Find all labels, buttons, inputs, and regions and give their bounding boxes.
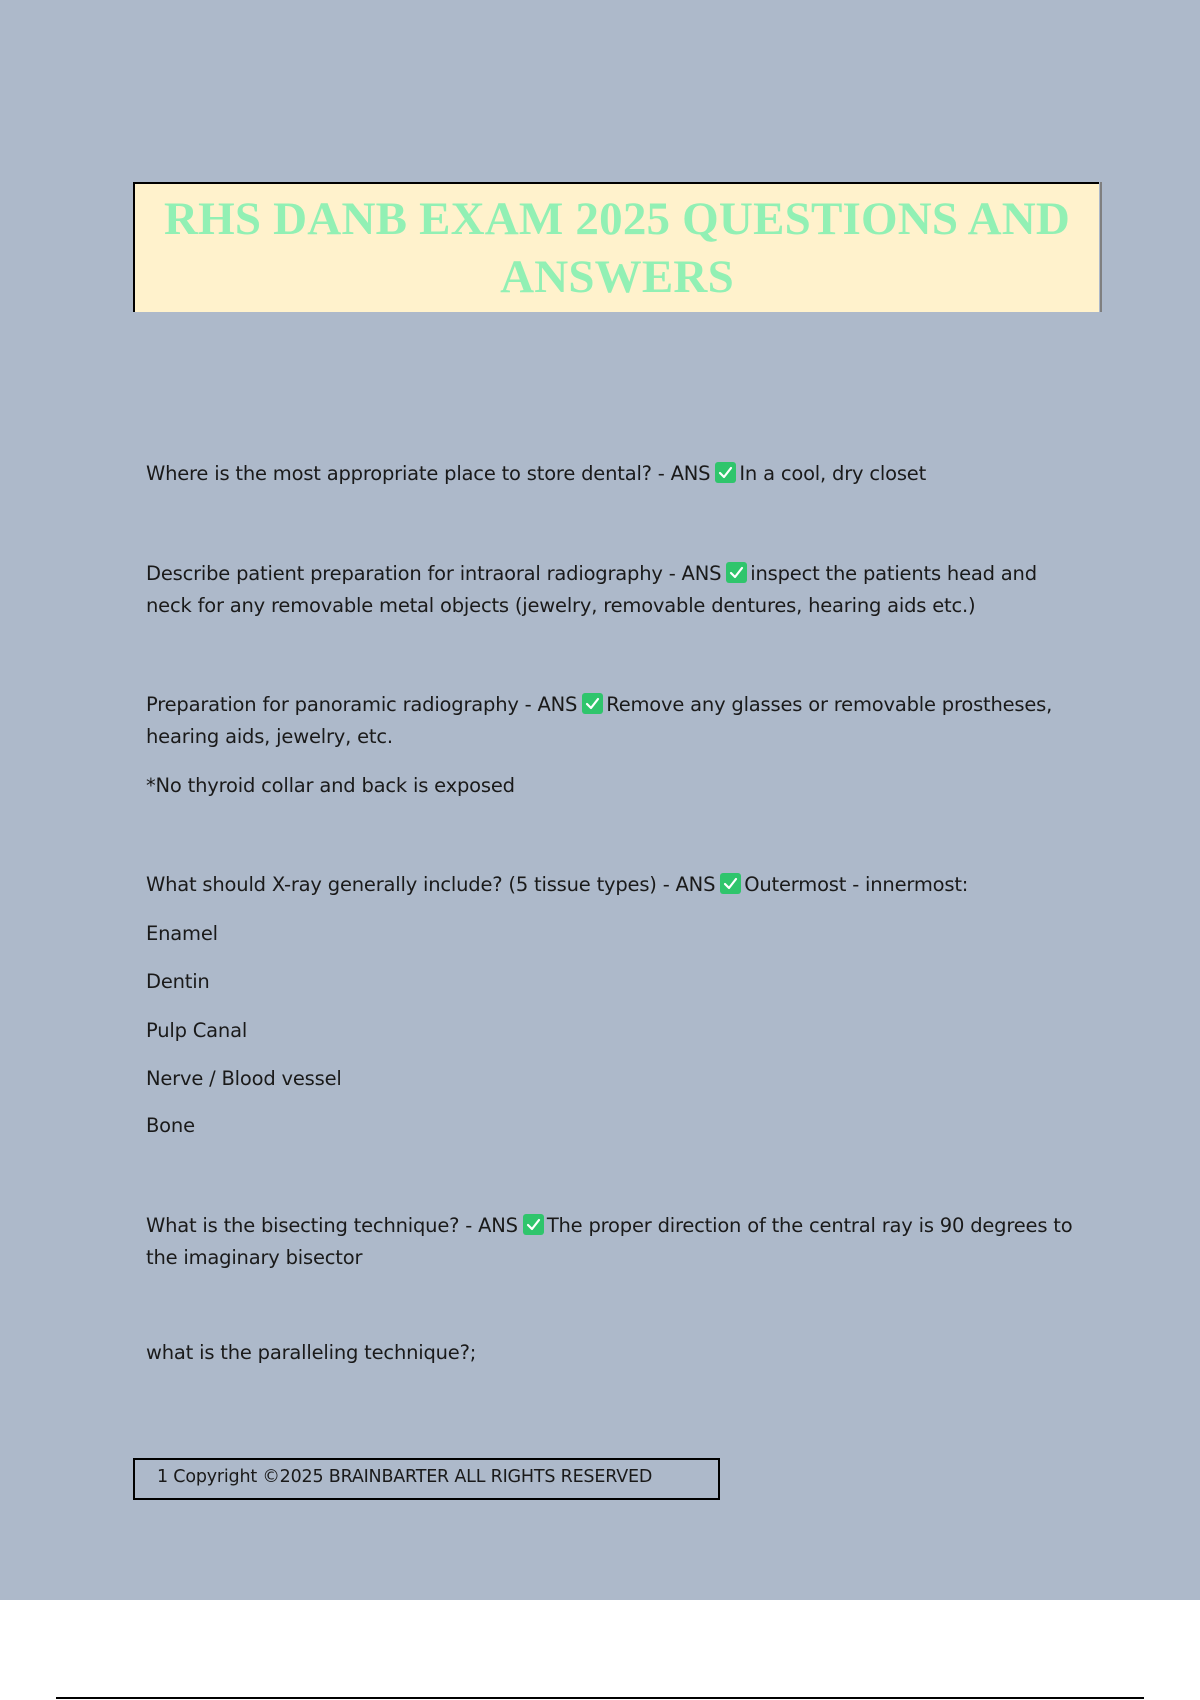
qa-item-5-text	[146, 1210, 1086, 1274]
qa-item-6	[146, 1337, 1086, 1369]
tissue-list-item: Pulp Canal	[146, 1019, 248, 1042]
check-mark-icon	[582, 693, 603, 714]
check-mark-icon	[720, 873, 741, 894]
qa-item-2	[146, 558, 1086, 622]
copyright-footer	[133, 1458, 720, 1500]
qa-item-1-text	[146, 458, 1086, 490]
bottom-divider	[56, 1697, 1144, 1699]
answer-text: Outermost - innermost:	[744, 873, 969, 896]
copyright-text: 1 Copyright ©2025 BRAINBARTER ALL RIGHTS RESERVED	[157, 1467, 653, 1487]
check-mark-icon	[523, 1214, 544, 1235]
qa-item-2-text	[146, 558, 1086, 622]
check-mark-icon	[726, 562, 747, 583]
tissue-list-item: Bone	[146, 1114, 195, 1137]
qa-item-4-text	[146, 869, 1086, 901]
question-text: What should X-ray generally include? (5 tissue types) - ANS	[146, 873, 716, 896]
check-mark-icon	[715, 462, 736, 483]
answer-text: inspect the patients head and neck for any removable metal objects (jewelry, removable dentures, hearing aids etc.)	[146, 562, 1037, 617]
question-text: what is the paralleling technique?;	[146, 1341, 477, 1364]
qa-item-3-note: *No thyroid collar and back is exposed	[146, 774, 515, 797]
qa-item-4	[146, 869, 1086, 901]
question-text: Describe patient preparation for intraoral radiography - ANS	[146, 562, 722, 585]
answer-text: Remove any glasses or removable prostheses, hearing aids, jewelry, etc.	[146, 693, 1053, 748]
question-text: Where is the most appropriate place to store dental? - ANS	[146, 462, 711, 485]
tissue-list-item: Dentin	[146, 970, 210, 993]
qa-item-1	[146, 458, 1086, 490]
answer-text: In a cool, dry closet	[739, 462, 927, 485]
tissue-list-item: Enamel	[146, 922, 218, 945]
qa-item-3	[146, 689, 1086, 753]
document-title: RHS DANB EXAM 2025 QUESTIONS AND ANSWERS	[163, 193, 1071, 303]
question-text: What is the bisecting technique? - ANS	[146, 1214, 518, 1237]
qa-item-3-text	[146, 689, 1086, 753]
question-text: Preparation for panoramic radiography - ANS	[146, 693, 578, 716]
title-box	[133, 182, 1099, 312]
qa-item-5	[146, 1210, 1086, 1274]
tissue-list-item: Nerve / Blood vessel	[146, 1067, 342, 1090]
qa-item-6-text	[146, 1337, 1086, 1369]
answer-text: The proper direction of the central ray is 90 degrees to the imaginary bisector	[146, 1214, 1073, 1269]
